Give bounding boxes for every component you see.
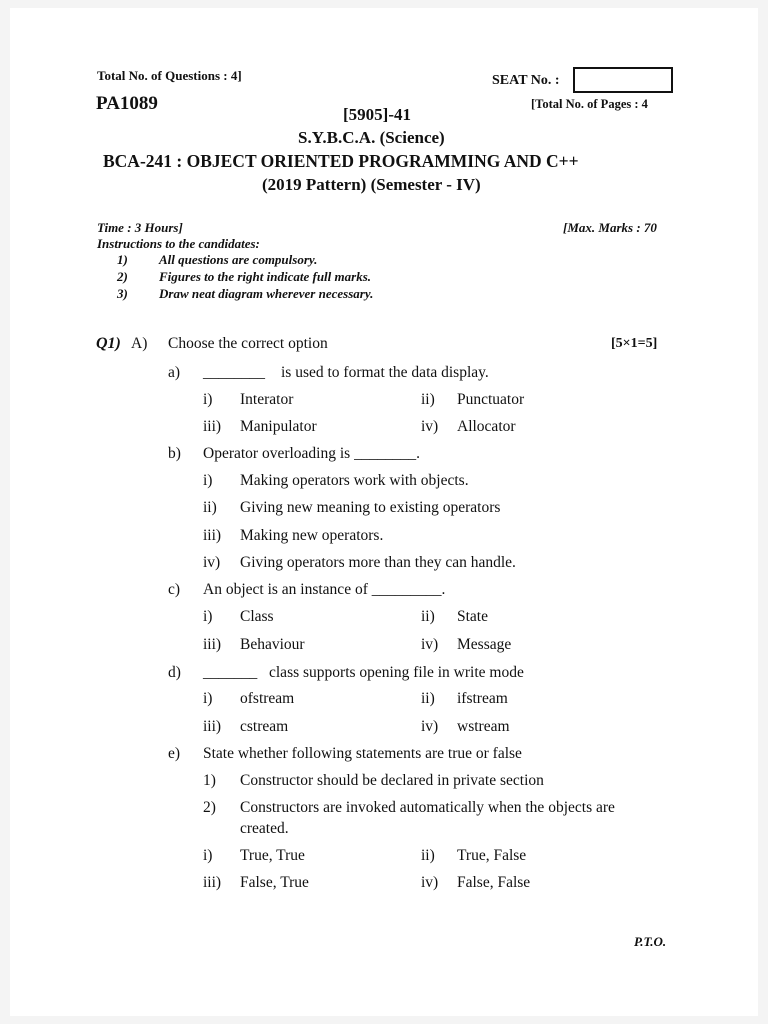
option-number: i): [203, 690, 213, 707]
option-text: wstream: [457, 718, 510, 735]
instructions-title: Instructions to the candidates:: [97, 236, 260, 251]
course-title: S.Y.B.C.A. (Science): [298, 128, 445, 147]
seat-no-label: SEAT No. :: [492, 73, 560, 88]
statement-text-continued: created.: [240, 820, 289, 837]
option-number: ii): [421, 847, 435, 864]
statement-number: 1): [203, 772, 216, 789]
question-title: Choose the correct option: [168, 335, 328, 352]
instruction-text: All questions are compulsory.: [159, 252, 318, 267]
option-number: i): [203, 391, 213, 408]
option-text: Giving operators more than they can handle.: [240, 554, 516, 571]
option-text: State: [457, 608, 488, 625]
option-text: ifstream: [457, 690, 508, 707]
option-number: ii): [203, 499, 217, 516]
option-text: True, False: [457, 847, 527, 864]
option-text: Making new operators.: [240, 527, 384, 544]
question-marks: [5×1=5]: [611, 336, 658, 351]
option-text: Giving new meaning to existing operators: [240, 499, 501, 516]
option-number: ii): [421, 690, 435, 707]
option-text: True, True: [240, 847, 305, 864]
exam-code: [5905]-41: [343, 105, 411, 124]
answer-blank: ________: [203, 364, 265, 381]
option-number: ii): [421, 608, 435, 625]
answer-blank: _______: [203, 664, 258, 681]
time-label: Time : 3 Hours]: [97, 220, 183, 235]
subquestion-text: An object is an instance of _________.: [203, 581, 446, 598]
option-number: iv): [421, 874, 439, 891]
max-marks-label: [Max. Marks : 70: [563, 220, 657, 235]
option-number: ii): [421, 391, 435, 408]
pattern-title: (2019 Pattern) (Semester - IV): [262, 175, 481, 194]
option-number: iv): [421, 718, 439, 735]
option-number: iii): [203, 636, 222, 653]
option-text: False, True: [240, 874, 309, 891]
statement-number: 2): [203, 799, 216, 816]
option-number: iii): [203, 874, 222, 891]
paper-code: PA1089: [96, 93, 158, 114]
subquestion-letter: a): [168, 364, 181, 381]
subquestion-text: Operator overloading is ________.: [203, 445, 420, 462]
option-text: Message: [457, 636, 512, 653]
option-text: False, False: [457, 874, 531, 891]
subject-title: BCA-241 : OBJECT ORIENTED PROGRAMMING AND C++: [103, 151, 579, 171]
option-text: Allocator: [457, 418, 516, 435]
question-part: A): [131, 335, 148, 352]
option-number: i): [203, 847, 213, 864]
statement-text: Constructors are invoked automatically when the objects are: [240, 799, 615, 816]
subquestion-text: is used to format the data display.: [281, 364, 489, 381]
subquestion-text: State whether following statements are true or false: [203, 745, 522, 762]
seat-no-box: [573, 67, 673, 93]
option-number: iv): [421, 418, 439, 435]
instruction-number: 1): [117, 252, 128, 267]
total-pages: [Total No. of Pages : 4: [531, 97, 648, 111]
subquestion-letter: b): [168, 445, 181, 462]
option-text: Punctuator: [457, 391, 525, 408]
subquestion-letter: c): [168, 581, 181, 598]
option-number: i): [203, 608, 213, 625]
option-number: i): [203, 472, 213, 489]
option-number: iii): [203, 718, 222, 735]
option-number: iv): [421, 636, 439, 653]
option-text: Making operators work with objects.: [240, 472, 469, 489]
exam-page: [10, 8, 758, 1016]
instruction-number: 2): [117, 269, 128, 284]
total-questions: Total No. of Questions : 4]: [97, 68, 242, 83]
option-number: iii): [203, 527, 222, 544]
option-number: iv): [203, 554, 221, 571]
option-text: Class: [240, 608, 274, 625]
instruction-text: Draw neat diagram wherever necessary.: [159, 286, 374, 301]
statement-text: Constructor should be declared in private section: [240, 772, 544, 789]
option-text: Manipulator: [240, 418, 317, 435]
pto-label: P.T.O.: [634, 934, 667, 949]
subquestion-letter: d): [168, 664, 181, 681]
instruction-text: Figures to the right indicate full marks.: [159, 269, 372, 284]
instruction-number: 3): [117, 286, 128, 301]
option-text: cstream: [240, 718, 289, 735]
question-label: Q1): [96, 335, 121, 352]
option-number: iii): [203, 418, 222, 435]
option-text: ofstream: [240, 690, 295, 707]
option-text: Behaviour: [240, 636, 305, 653]
subquestion-text: class supports opening file in write mode: [269, 664, 524, 681]
option-text: Interator: [240, 391, 294, 408]
subquestion-letter: e): [168, 745, 181, 762]
